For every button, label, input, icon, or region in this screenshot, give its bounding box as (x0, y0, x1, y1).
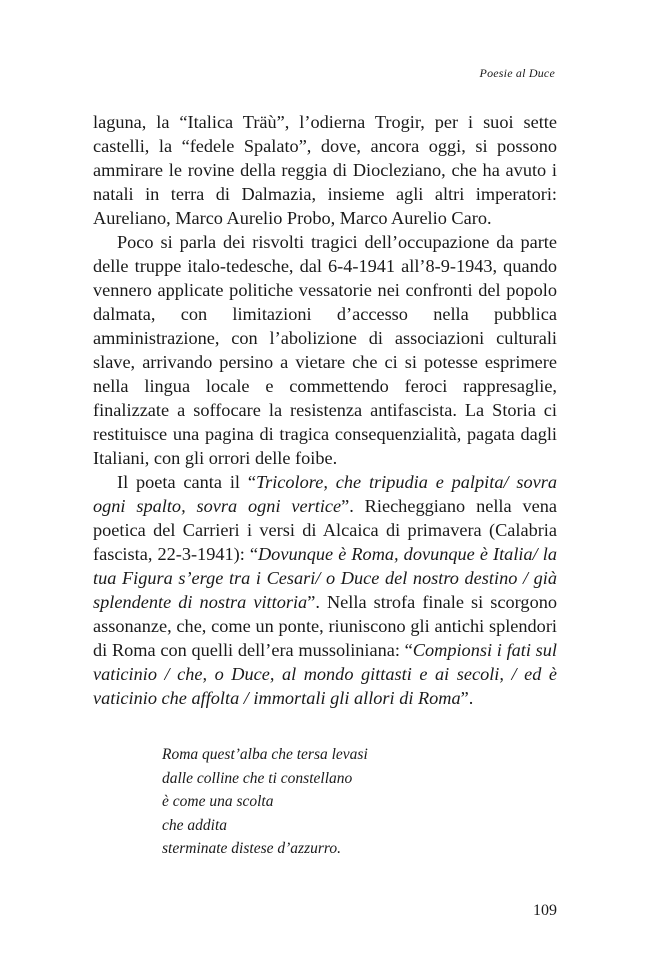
quote-strofa-finale: Compionsi i fati sul vaticinio / che, o Duce, al mondo gittasti e ai secoli, / ed è vaticinio che affolta / immortali gli allori di Roma (93, 640, 558, 708)
verse-line: dalle colline che ti constellano (162, 769, 353, 787)
running-head: Poesie al Duce (479, 66, 555, 80)
verse-line: sterminate distese d’azzurro. (162, 840, 341, 857)
body-text (93, 110, 557, 710)
paragraph-3 (93, 470, 557, 710)
verse-line: è come una scolta (162, 793, 274, 810)
paragraph-3-text-4: ”. (460, 688, 474, 708)
paragraph-2: Poco si parla dei risvolti tragici dell’occupazione da parte delle truppe italo-tedesche, dal 6-4-1941 all’8-9-1943, quando vennero applicate politiche vessatorie nei confronti del popolo dalmata, con limitazioni d’accesso nella pubblica amministrazione, con l’abolizione di associazioni culturali slave, arrivando persino a vietare che ci si potesse esprimere nella lingua locale e commettendo feroci rappresaglie, finalizzate a soffocare la resistenza antifascista. La Storia ci restituisce una pagina di tragica consequenzialità, pagata dagli Italiani, con gli orrori delle foibe. (93, 232, 557, 468)
page-number: 109 (533, 902, 557, 919)
quote-tricolore: Tricolore, che tripudia e palpita/ sovra ogni spalto, sovra ogni vertice (93, 472, 557, 516)
paragraph-3-text-2: ”. Riecheggiano nella vena poetica del Carrieri i versi di Alcaica di primavera (Calabria fascista, 22-3-1941): “ (93, 496, 557, 564)
paragraph-3-text-1: Il poeta canta il “ (117, 472, 256, 492)
quote-alcaica: Dovunque è Roma, dovunque è Italia/ la tua Figura s’erge tra i Cesari/ o Duce del nostro destino / già splendente di nostra vittoria (93, 544, 557, 612)
paragraph-3-text-3: ”. Nella strofa finale si scorgono assonanze, che, come un ponte, riuniscono gli antichi splendori di Roma con quelli dell’era mussoliniana: “ (93, 592, 557, 660)
verse-block (162, 743, 368, 861)
verse-line: Roma quest’alba che tersa levasi (162, 746, 368, 763)
paragraph-1: laguna, la “Italica Träù”, l’odierna Trogir, per i suoi sette castelli, la “fedele Spalato”, dove, ancora oggi, si possono ammirare le rovine della reggia di Diocleziano, che ha avuto i natali in terra di Dalmazia, insieme agli altri imperatori: Aureliano, Marco Aurelio Probo, Marco Aurelio Caro. (93, 112, 557, 228)
verse-line: che addita (162, 816, 227, 834)
